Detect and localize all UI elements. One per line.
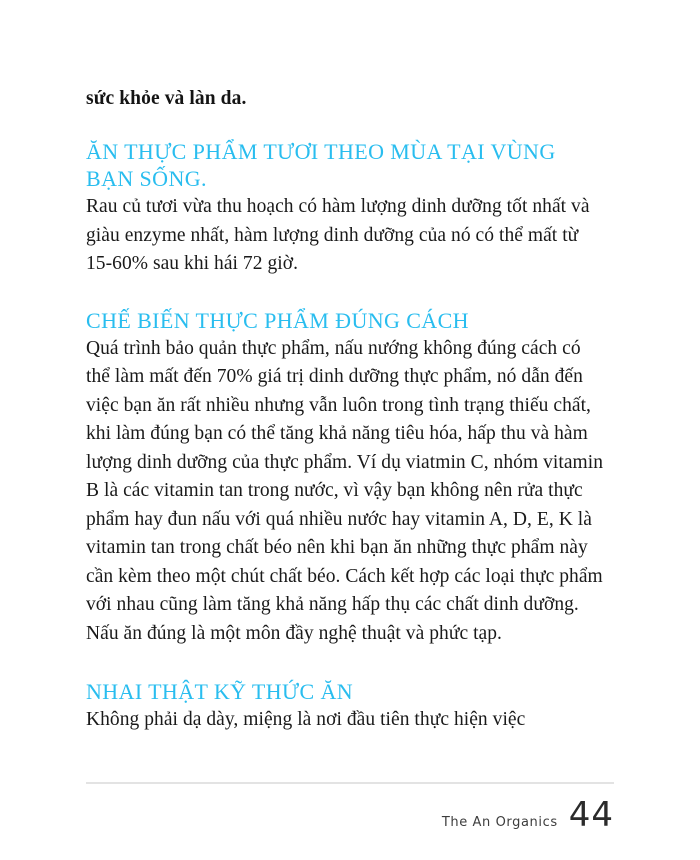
section-body-food-preparation: Quá trình bảo quản thực phẩm, nấu nướng không đúng cách có thể làm mất đến 70% giá trị dinh dưỡng thực phẩm, nó dẫn đến việc bạn ăn rất nhiều nhưng vẫn luôn trong tình trạng thiếu chất, khi làm đúng bạn có thể tăng khả năng tiêu hóa, hấp thu và hàm lượng dinh dưỡng của thực phẩm. Ví dụ viatmin C, nhóm vitamin B là các vitamin tan trong nước, vì vậy bạn không nên rửa thực phẩm hay đun nấu với quá nhiều nước hay vitamin A, D, E, K là vitamin tan trong chất béo nên khi bạn ăn những thực phẩm này cần kèm theo một chút chất béo. Cách kết hợp các loại thực phẩm với nhau cũng làm tăng khả năng hấp thụ các chất dinh dưỡng. Nấu ăn đúng là một môn đầy nghệ thuật và phức tạp. (86, 337, 604, 644)
page-content (86, 86, 608, 735)
footer-divider (86, 782, 614, 784)
section-seasonal-food (86, 138, 608, 279)
section-body-chewing: Không phải dạ dày, miệng là nơi đầu tiên thực hiện việc (86, 709, 526, 730)
section-food-preparation (86, 307, 608, 649)
footer-content (86, 795, 614, 835)
page-number: 44 (568, 795, 614, 835)
section-body-seasonal-food: Rau củ tươi vừa thu hoạch có hàm lượng dinh dưỡng tốt nhất và giàu enzyme nhất, hàm lượng dinh dưỡng của nó có thể mất từ 15-60% sau khi hái 72 giờ. (86, 196, 590, 274)
footer-brand-name: The An Organics (441, 815, 558, 830)
section-chewing (86, 678, 608, 735)
section-heading-chewing: NHAI THẬT KỸ THỨC ĂN (86, 679, 354, 704)
lead-continuation-line: sức khỏe và làn da. (86, 88, 247, 109)
page-footer (86, 782, 614, 835)
section-heading-seasonal-food: ĂN THỰC PHẨM TƯƠI THEO MÙA TẠI VÙNG BẠN SỐNG. (86, 139, 556, 191)
section-heading-food-preparation: CHẾ BIẾN THỰC PHẨM ĐÚNG CÁCH (86, 307, 469, 333)
